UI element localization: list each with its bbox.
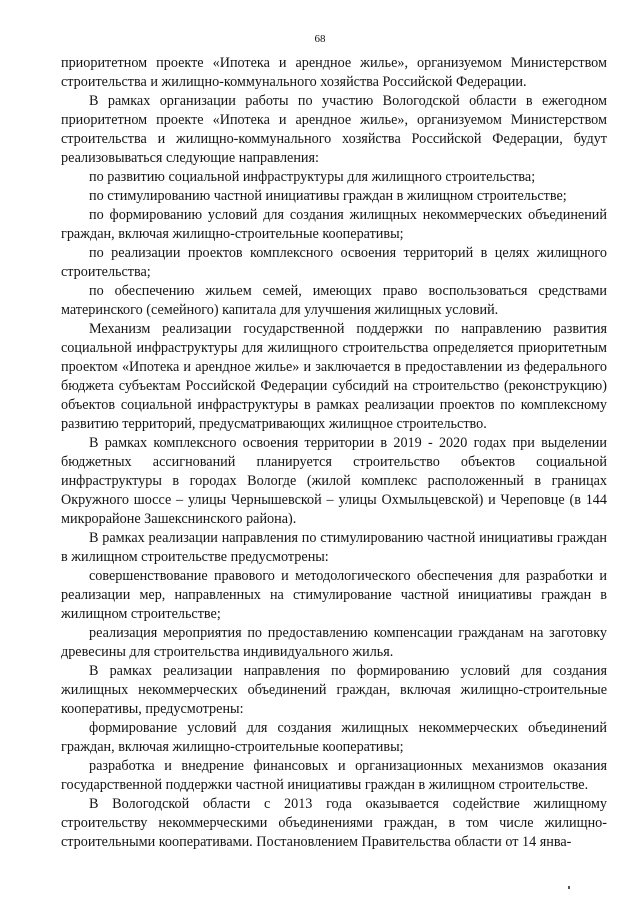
paragraph: В рамках комплексного освоения территории в 2019 - 2020 годах при выделении бюджетных ассигнований планируется строительство объектов социальной инфраструктуры в городах Вологде (жилой комплекс расположенный в границах Окружного шоссе – улицы Чернышевской – улицы Охмыльцевской) и Череповце (в 144 микрорайоне Зашекснинского района). <box>61 435 607 527</box>
paragraph: В рамках организации работы по участию Вологодской области в ежегодном приоритетном проекте «Ипотека и арендное жилье», организуемом Министерством строительства и жилищно-коммунального хозяйства Российской Федерации, будут реализовываться следующие направления: <box>61 93 607 166</box>
paragraph: В рамках реализации направления по стимулированию частной инициативы граждан в жилищном строительстве предусмотрены: <box>61 530 607 565</box>
scan-artifact <box>568 886 570 889</box>
list-item: формирование условий для создания жилищных некоммерческих объединений граждан, включая жилищно-строительные кооперативы; <box>61 720 607 755</box>
list-item: совершенствование правового и методологического обеспечения для разработки и реализации мер, направленных на стимулирование частной инициативы граждан в жилищном строительстве; <box>61 568 607 622</box>
paragraph: Механизм реализации государственной поддержки по направлению развития социальной инфраструктуры для жилищного строительства определяется приоритетным проектом «Ипотека и арендное жилье» и заключается в предоставлении из федерального бюджета субъектам Российской Федерации субсидий на строительство (реконструкцию) объектов социальной инфраструктуры в рамках реализации проектов по комплексному развитию территорий, предусматривающих жилищное строительство. <box>61 321 607 432</box>
list-item: по развитию социальной инфраструктуры для жилищного строительства; <box>89 169 536 185</box>
list-item: по реализации проектов комплексного освоения территорий в целях жилищного строительства; <box>61 245 607 280</box>
list-item: реализация мероприятия по предоставлению компенсации гражданам на заготовку древесины для строительства индивидуального жилья. <box>61 625 607 660</box>
page-number: 68 <box>314 33 326 45</box>
list-item: по формированию условий для создания жилищных некоммерческих объединений граждан, включая жилищно-строительные кооперативы; <box>61 207 607 242</box>
list-item: по стимулированию частной инициативы граждан в жилищном строительстве; <box>89 188 567 204</box>
paragraph: В Вологодской области с 2013 года оказывается содействие жилищному строительству некоммерческими объединениями граждан, в том числе жилищно-строительными кооперативами. Постановлением Правительства области от 14 янва- <box>61 796 607 850</box>
list-item: по обеспечению жильем семей, имеющих право воспользоваться средствами материнского (семейного) капитала для улучшения жилищных условий. <box>61 283 607 318</box>
list-item: разработка и внедрение финансовых и организационных механизмов оказания государственной поддержки частной инициативы граждан в жилищном строительстве. <box>61 758 607 793</box>
paragraph-continuation: приоритетном проекте «Ипотека и арендное жилье», организуемом Министерством строительства и жилищно-коммунального хозяйства Российской Федерации. <box>61 55 607 90</box>
body-text <box>61 54 607 852</box>
paragraph: В рамках реализации направления по формированию условий для создания жилищных некоммерческих объединений граждан, включая жилищно-строительные кооперативы, предусмотрены: <box>61 663 607 717</box>
